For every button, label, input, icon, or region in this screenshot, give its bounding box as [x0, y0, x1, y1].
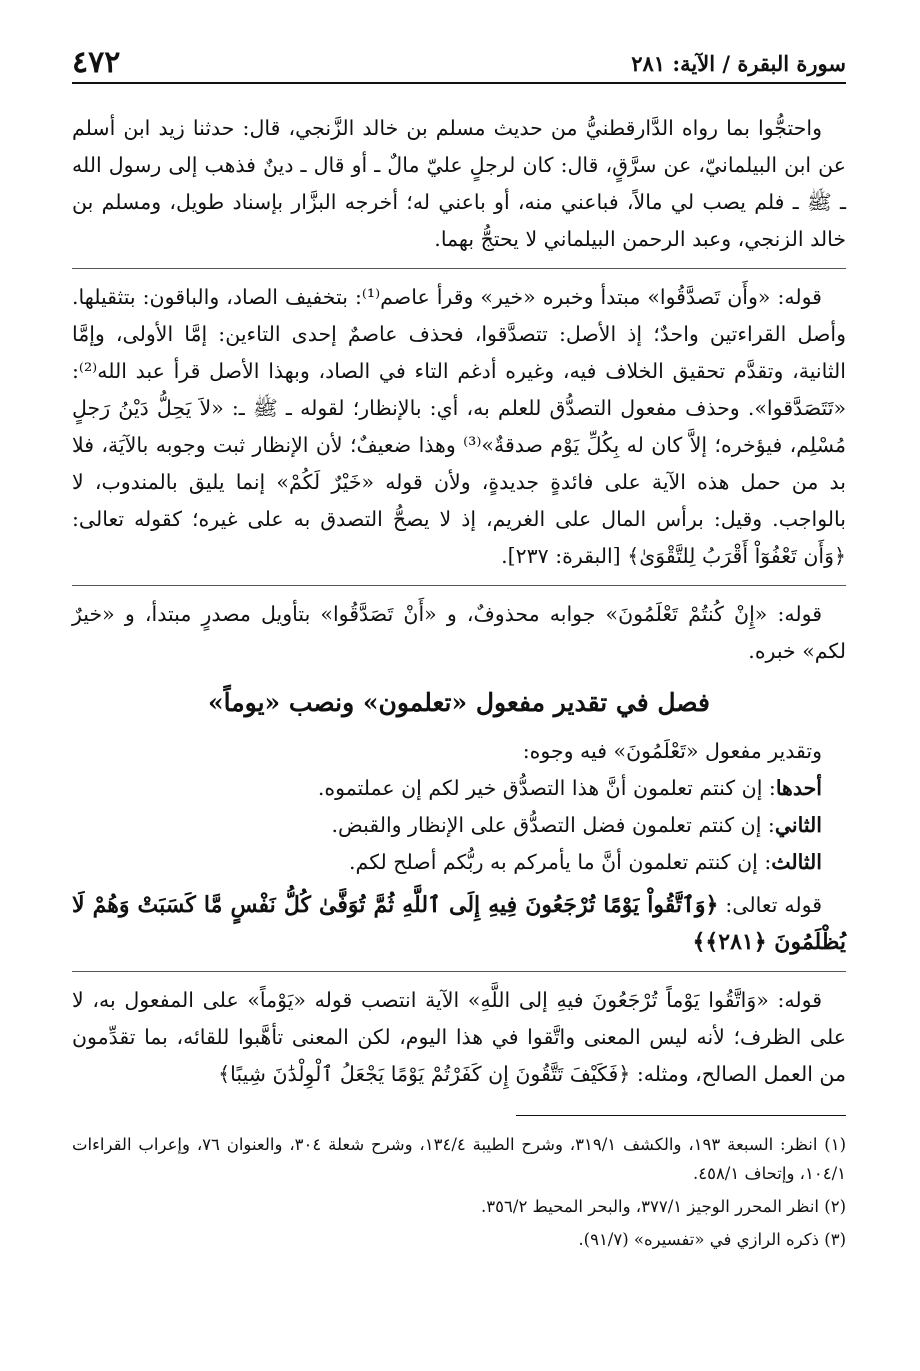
running-title: سورة البقرة / الآية: ٢٨١	[631, 51, 846, 76]
list-item	[72, 844, 846, 881]
paragraph-divider	[72, 268, 846, 269]
footnote: (٢) انظر المحرر الوجيز ٣٧٧/١، والبحر المحيط ٣٥٦/٢.	[481, 1197, 846, 1216]
quran-verse: ﴿وَٱتَّقُواْ يَوْمًا تُرْجَعُونَ فِيهِ إِلَى ٱللَّهِ ثُمَّ تُوَفَّىٰ كُلُّ نَفْسٍ مَّا كَسَبَتْ وَهُمْ لَا يُظْلَمُونَ ﴿٢٨١﴾﴾	[72, 892, 846, 955]
item-label: الثالث	[771, 850, 822, 874]
paragraph-divider	[72, 971, 846, 972]
list-item	[72, 807, 846, 844]
list-item	[72, 770, 846, 807]
paragraph: قوله: «وَاتَّقُوا يَوْماً تُرْجَعُونَ فيهِ إلى اللَّهِ» الآية انتصب قوله «يَوْماً» على المفعول به، لا على الظرف؛ لأنه ليس المعنى واتَّقوا في هذا اليوم، لكن المعنى تأهَّبوا للقائه، بما تقدِّمون من العمل الصالح، ومثله: ﴿فَكَيْفَ تَتَّقُونَ إِن كَفَرْتُمْ يَوْمًا يَجْعَلُ ٱلْوِلْدَٰنَ شِيبًا﴾	[72, 988, 846, 1086]
verse-lead: قوله تعالى:	[718, 893, 822, 917]
footnote: (٣) ذكره الرازي في «تفسيره» (٩١/٧).	[578, 1230, 846, 1249]
paragraph: قوله: «وأَن تَصدَّقُوا» مبتدأ وخبره «خير» وقرأ عاصم⁽¹⁾: بتخفيف الصاد، والباقون: بتثقيلها. وأصل القراءتين واحدٌ؛ إذ الأصل: تتصدَّقوا، فحذف عاصمٌ إحدى التاءين: إمَّا الأولى، وإمَّا الثانية، وتقدَّم تحقيق الخلاف فيه، وغيره أدغم التاء في الصاد، وبهذا الأصل قرأ عبد الله⁽²⁾: «تَتَصَدَّقوا». وحذف مفعول التصدُّق للعلم به، أي: بالإنظار؛ لقوله ـ ﷺ ـ: «لاَ يَحِلُّ دَيْنُ رَجلٍ مُسْلِم، فيؤخره؛ إلاَّ كان له بِكُلِّ يَوْم صدقةٌ»⁽³⁾ وهذا ضعيفٌ؛ لأن الإنظار ثبت وجوبه بالآيَة، فلا بد من حمل هذه الآية على فائدةٍ جديدةٍ، ولأن قوله «خَيْرٌ لَكُمْ» إنما يليق بالمندوب، لا بالواجب. وقيل: برأس المال على الغريم، إذ لا يصحُّ التصدق به على غيره؛ كقوله تعالى: ﴿وَأَن تَعْفُوٓاْ أَقْرَبُ لِلتَّقْوَىٰ﴾ [البقرة: ٢٣٧].	[72, 285, 846, 568]
paragraph: قوله: «إِنْ كُنتُمْ تَعْلَمُونَ» جوابه محذوفٌ، و «أَنْ تَصَدَّقُوا» بتأويل مصدرٍ مبتدأ، و «خيرٌ لكم» خبره.	[72, 602, 846, 663]
paragraph: واحتجُّوا بما رواه الدَّارقطنيُّ من حديث مسلم بن خالد الزَّنجي، قال: حدثنا زيد ابن أسلم عن ابن البيلمانيّ، عن سرَّقٍ، قال: كان لرجلٍ عليّ مالٌ ـ أو قال ـ دينٌ فذهب إلى رسول الله ـ ﷺ ـ فلم يصب لي مالاً، فباعني منه، أو باعني له؛ أخرجه البزَّار بإسناد طويل، ومسلم بن خالد الزنجي، وعبد الرحمن البيلماني لا يحتجُّ بهما.	[72, 116, 846, 251]
verse-paragraph	[72, 887, 846, 961]
footnote-rule	[516, 1115, 846, 1116]
item-label: الثاني	[774, 813, 822, 837]
item-text: : إن كنتم تعلمون فضل التصدُّق على الإنظار والقبض.	[331, 813, 775, 837]
paragraph-divider	[72, 585, 846, 586]
footnote: (١) انظر: السبعة ١٩٣، والكشف ٣١٩/١، وشرح الطيبة ١٣٤/٤، وشرح شعلة ٣٠٤، والعنوان ٧٦، وإعراب القراءات ١٠٤/١، وإتحاف ٤٥٨/١.	[72, 1135, 847, 1183]
item-text: : إن كنتم تعلمون أنَّ ما يأمركم به ربُّكم أصلح لكم.	[349, 850, 772, 874]
page-number: ٤٧٢	[72, 45, 121, 80]
item-label: أحدها	[775, 776, 822, 800]
footnotes	[72, 1130, 846, 1254]
section-intro: وتقدير مفعول «تَعْلَمُونَ» فيه وجوه:	[522, 739, 822, 763]
main-text	[72, 110, 846, 1093]
section-heading: فصل في تقدير مفعول «تعلمون» ونصب «يوماً»	[208, 688, 710, 717]
page-header	[72, 38, 846, 84]
item-text: : إن كنتم تعلمون أنَّ هذا التصدُّق خير لكم إن عملتموه.	[317, 776, 776, 800]
